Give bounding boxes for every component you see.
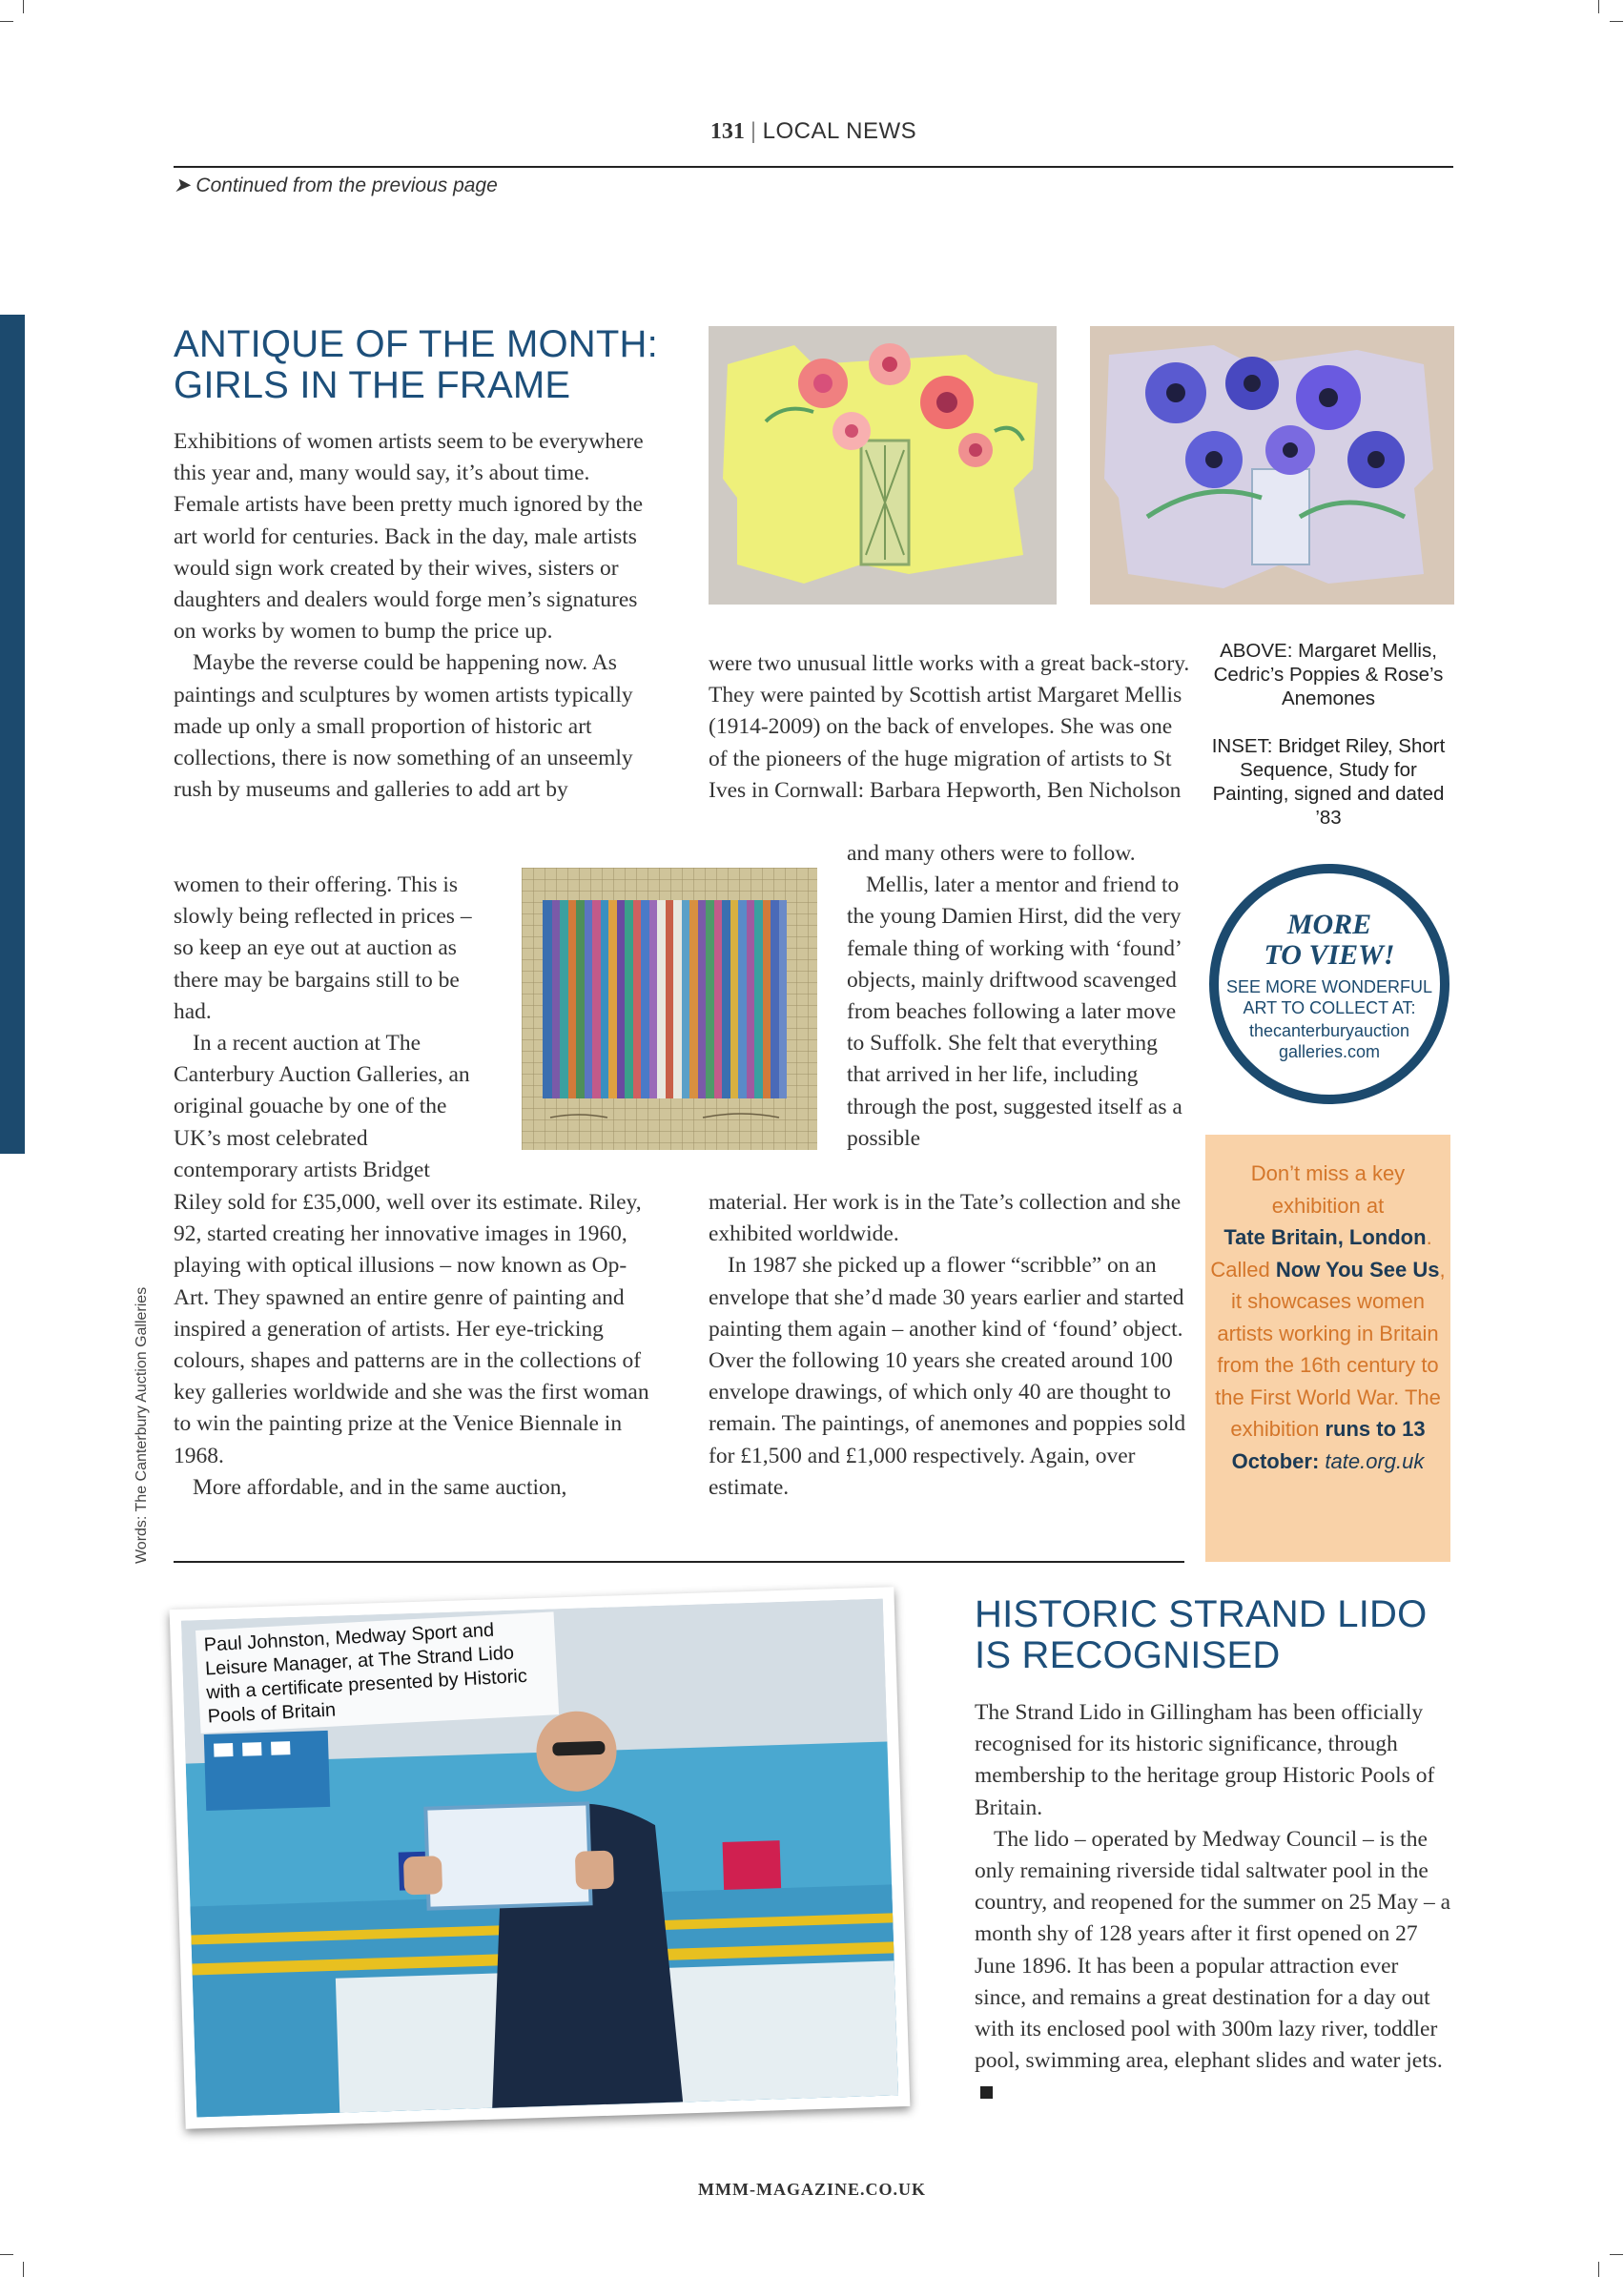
antique-col2-bottom: [709, 1187, 1190, 1504]
header-separator: |: [750, 118, 757, 144]
mellis-anemones-image: [1090, 326, 1454, 605]
crop-mark: [1610, 21, 1623, 22]
more-title-1: MORE: [1286, 909, 1372, 940]
paragraph: The lido – operated by Medway Council – is the only remaining riverside tidal saltwater pool in the country, and reopened for the summer on 25 May – a month shy of 128 years after it first opened on 27 June 1896. It has been a popular attraction ever since, and remains a great destination for a day out with its enclosed pool with 300m lazy river, toddler pool, swimming area, elephant slides and water jets.: [975, 1826, 1451, 2074]
paragraph: The Strand Lido in Gillingham has been officially recognised for its historic significance, through membership to the heritage group Historic Pools of Britain.: [975, 1700, 1435, 1820]
riley-stripes-image: [522, 868, 817, 1150]
side-accent-bar: [0, 315, 25, 1154]
paragraph-with-endmark: [975, 1824, 1451, 2109]
exhibition-box: [1205, 1135, 1450, 1562]
continued-note: ➤ Continued from the previous page: [174, 174, 498, 196]
lido-photo-caption: Paul Johnston, Medway Sport and Leisure Manager, at The Strand Lido with a certificate presented by Historic Pools of Britain: [195, 1611, 559, 1733]
box-colon: :: [1311, 1448, 1320, 1473]
caption-above: ABOVE: Margaret Mellis, Cedric’s Poppies & Rose’s Anemones: [1213, 640, 1444, 709]
lido-body: [975, 1697, 1451, 2109]
lido-headline-line2: IS RECOGNISED: [975, 1634, 1281, 1676]
paragraph: Mellis, later a mentor and friend to the young Damien Hirst, did the very female thing of working with ‘found’ objects, mainly driftwood scavenged from beaches following a later move to Suffolk. She felt that everything that arrived in her life, including through the post, suggested itself as a possible: [847, 872, 1182, 1151]
lido-headline-line1: HISTORIC STRAND LIDO: [975, 1593, 1428, 1635]
paragraph: Riley sold for £35,000, well over its estimate. Riley, 92, started creating her innovative images in 1960, playing with optical illusions – now known as Op-Art. They spawned an entire genre of painting and inspired a generation of artists. Her eye-tricking colours, shapes and patterns are in the collections of key galleries worldwide and she was the first woman to win the painting prize at the Venice Biennale in 1968.: [174, 1190, 649, 1468]
paragraph: More affordable, and in the same auction,: [193, 1474, 567, 1500]
paragraph: Maybe the reverse could be happening now. As paintings and sculptures by women artists typically made up only a small proportion of historic art collections, there is now something of an unseemly rush by museums and galleries to add art by: [174, 650, 633, 803]
box-dates: runs to 13 October: [1231, 1417, 1426, 1473]
paragraph: In 1987 she picked up a flower “scribble” on an envelope that she’d made 30 years earlier and started painting them again – another kind of ‘found’ object. Over the following 10 years she created around 100 envelope drawings, of which only 40 are thought to remain. The paintings, of anemones and poppies sold for £1,500 and £1,000 respectively. Again, over estimate.: [709, 1253, 1186, 1500]
antique-headline-line1: ANTIQUE OF THE MONTH:: [174, 323, 658, 365]
paragraph: were two unusual little works with a great back-story. They were painted by Scottish artist Margaret Mellis (1914-2009) on the back of envelopes. She was one of the pioneers of the huge migration of artists to St Ives in Cornwall: Barbara Hepworth, Ben Nicholson: [709, 651, 1190, 803]
end-mark-icon: [980, 2086, 993, 2099]
section-divider: [174, 1561, 1184, 1563]
antique-headline-line2: GIRLS IN THE FRAME: [174, 364, 571, 406]
more-title-2: TO VIEW!: [1264, 939, 1395, 971]
antique-col1-top: [174, 426, 646, 806]
section-name: LOCAL NEWS: [762, 118, 917, 144]
paragraph: and many others were to follow.: [847, 841, 1136, 866]
antique-headline: [174, 324, 708, 406]
box-description: , it showcases women artists working in Britain from the 16th century to the First World War. The exhibition: [1215, 1257, 1446, 1441]
box-show-title: Now You See Us: [1275, 1257, 1440, 1282]
words-credit: Words: The Canterbury Auction Galleries: [134, 1286, 150, 1564]
box-called: . Called: [1210, 1225, 1432, 1282]
riley-artwork: [522, 868, 817, 1150]
crop-mark: [1598, 2262, 1599, 2277]
antique-col2-narrow: [847, 838, 1190, 1155]
more-url[interactable]: thecanterburyauction galleries.com: [1248, 1021, 1410, 1061]
antique-col1-narrow: [174, 870, 488, 1186]
box-url[interactable]: tate.org.uk: [1325, 1448, 1425, 1473]
crop-mark: [0, 21, 13, 22]
more-text: SEE MORE WONDERFUL ART TO COLLECT AT:: [1225, 977, 1433, 1017]
page-header: [174, 118, 1453, 145]
more-to-view-badge: [1209, 864, 1449, 1104]
paragraph: Exhibitions of women artists seem to be everywhere this year and, many would say, it’s about time. Female artists have been pretty much ignored by the art world for centuries. Back in the day, male artists would sign work created by their wives, sisters or daughters and dealers would forge men’s signatures on works by women to bump the price up.: [174, 429, 644, 645]
footer-url: MMM-MAGAZINE.CO.UK: [698, 2180, 926, 2199]
crop-mark: [1598, 0, 1599, 13]
header-rule: [174, 166, 1453, 168]
paragraph: material. Her work is in the Tate’s collection and she exhibited worldwide.: [709, 1190, 1182, 1247]
box-venue: Tate Britain, London: [1223, 1225, 1427, 1249]
crop-mark: [0, 2254, 13, 2255]
caption-inset: INSET: Bridget Riley, Short Sequence, Study for Painting, signed and dated ’83: [1211, 735, 1446, 829]
mellis-poppies-image: [709, 326, 1057, 605]
antique-col1-bottom: [174, 1187, 650, 1504]
lido-headline: [975, 1594, 1451, 1676]
crop-mark: [23, 2262, 24, 2277]
paragraph: In a recent auction at The Canterbury Auction Galleries, an original gouache by one of the UK’s most celebrated contemporary artists Bridget: [174, 1031, 470, 1182]
crop-mark: [1610, 2254, 1623, 2255]
paragraph: women to their offering. This is slowly being reflected in prices – so keep an eye out at auction as there may be bargains still to be had.: [174, 872, 472, 1024]
page-number: 131: [709, 119, 745, 144]
antique-col2-top: [709, 648, 1190, 807]
crop-mark: [23, 0, 24, 13]
box-intro: Don’t miss a key exhibition at: [1250, 1161, 1406, 1218]
